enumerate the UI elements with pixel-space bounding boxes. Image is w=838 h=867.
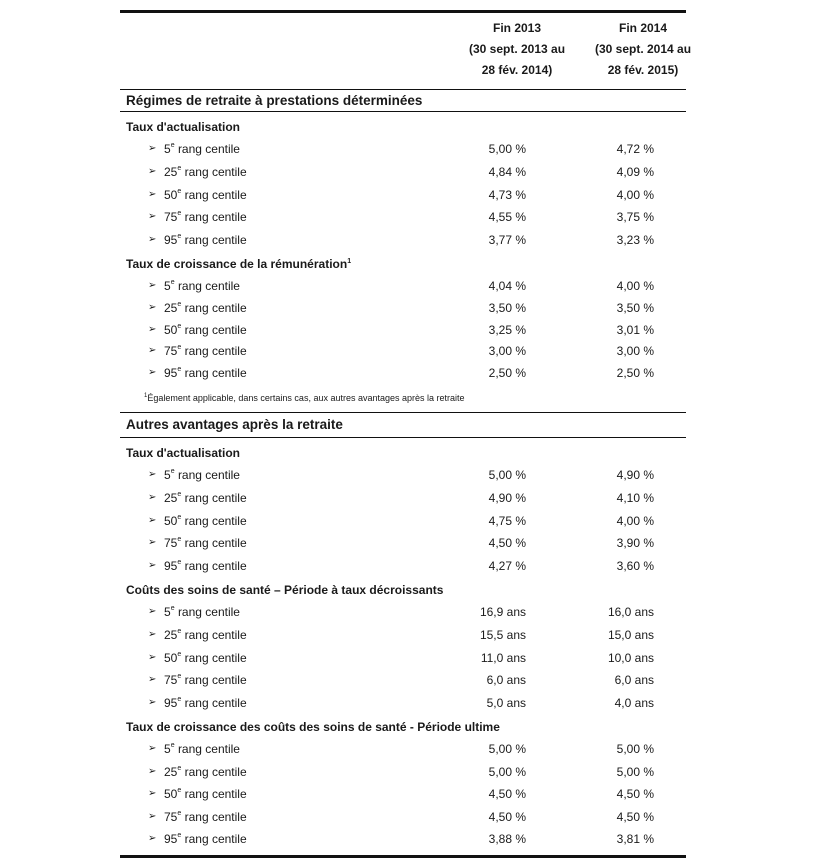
footnote-marker: 1 — [144, 393, 148, 399]
rank-text: rang centile — [177, 142, 240, 156]
table-row — [120, 490, 686, 510]
rank-number: 50 — [164, 513, 178, 528]
rank-suffix: e — [177, 559, 182, 566]
arrow-bullet-icon: ➢ — [148, 165, 157, 177]
row-label — [164, 696, 247, 710]
value-2013: 3,00 % — [488, 344, 526, 359]
value-2013: 3,25 % — [488, 322, 526, 337]
value-2013: 4,90 % — [488, 490, 526, 505]
row-label — [164, 559, 247, 573]
row-label — [164, 536, 247, 550]
section-title: Régimes de retraite à prestations déterminées — [126, 93, 423, 108]
section-rule — [120, 437, 686, 438]
section-rule — [120, 111, 686, 112]
group-title-text: Coûts des soins de santé – Période à taux décroissants — [126, 583, 444, 597]
arrow-bullet-icon: ➢ — [148, 697, 157, 708]
value-2014: 3,23 % — [616, 233, 654, 247]
arrow-bullet-icon: ➢ — [148, 143, 157, 154]
rank-suffix: e — [177, 787, 182, 794]
arrow-bullet-icon: ➢ — [148, 367, 157, 378]
rank-text: rang centile — [184, 673, 247, 688]
group-title-text: Taux de croissance de la rémunération — [126, 257, 348, 271]
row-label — [164, 301, 247, 315]
rank-suffix: e — [177, 210, 182, 218]
group-title-text: Taux d'actualisation — [126, 120, 240, 134]
rank-text: rang centile — [177, 605, 240, 619]
arrow-bullet-icon: ➢ — [148, 514, 157, 526]
row-label — [164, 491, 247, 505]
rank-text: rang centile — [184, 344, 247, 359]
rank-suffix: e — [177, 627, 182, 635]
row-label — [164, 673, 247, 687]
rank-suffix: e — [177, 344, 182, 352]
rank-number: 25 — [164, 490, 178, 505]
arrow-bullet-icon: ➢ — [148, 833, 157, 844]
row-label — [164, 142, 240, 156]
row-label — [164, 628, 247, 642]
row-label — [164, 605, 240, 619]
value-2014: 3,75 % — [616, 210, 654, 225]
rank-number: 5 — [164, 742, 171, 756]
table-row — [120, 741, 686, 761]
table-row — [120, 535, 686, 555]
arrow-bullet-icon: ➢ — [148, 743, 157, 754]
arrow-bullet-icon: ➢ — [148, 234, 157, 245]
bottom-rule — [120, 855, 686, 858]
rank-suffix: e — [177, 696, 182, 703]
rank-text: rang centile — [184, 787, 247, 801]
row-label — [164, 165, 247, 179]
row-label — [164, 810, 247, 824]
value-2013: 5,0 ans — [486, 696, 526, 710]
value-2013: 2,50 % — [488, 366, 526, 380]
arrow-bullet-icon: ➢ — [148, 651, 157, 663]
arrow-bullet-icon: ➢ — [148, 765, 157, 777]
arrow-bullet-icon: ➢ — [148, 469, 157, 480]
rank-suffix: e — [177, 164, 182, 172]
rank-number: 5 — [164, 468, 171, 482]
rank-number: 5 — [164, 605, 171, 619]
rank-number: 25 — [164, 300, 178, 315]
arrow-bullet-icon: ➢ — [148, 628, 157, 640]
value-2014: 3,50 % — [616, 300, 654, 315]
rank-suffix: e — [177, 322, 182, 330]
row-label — [164, 742, 240, 756]
rank-text: rang centile — [184, 210, 247, 225]
row-label — [164, 765, 247, 779]
rank-suffix: e — [177, 536, 182, 544]
value-2014: 3,81 % — [616, 832, 654, 846]
table-row — [120, 365, 686, 385]
section-title: Autres avantages après la retraite — [126, 417, 343, 432]
table-row — [120, 343, 686, 363]
rank-suffix: e — [177, 300, 182, 308]
table-row — [120, 672, 686, 692]
value-2013: 5,00 % — [488, 468, 526, 482]
group-title-text: Taux de croissance des coûts des soins de santé - Période ultime — [126, 720, 500, 734]
value-2014: 4,50 % — [616, 787, 654, 801]
value-2014: 4,00 % — [616, 279, 654, 293]
value-2014: 4,50 % — [616, 809, 654, 824]
row-label — [164, 514, 247, 528]
value-2013: 4,04 % — [488, 279, 526, 293]
table-row — [120, 604, 686, 624]
value-2014: 10,0 ans — [607, 650, 654, 665]
arrow-bullet-icon: ➢ — [148, 560, 157, 571]
rank-suffix: e — [170, 468, 175, 475]
row-label — [164, 468, 240, 482]
value-2014: 5,00 % — [616, 764, 654, 779]
table-row — [120, 695, 686, 715]
value-2013: 5,00 % — [488, 142, 526, 156]
rank-text: rang centile — [184, 490, 247, 505]
value-2013: 6,0 ans — [486, 673, 526, 688]
rank-suffix: e — [177, 366, 182, 373]
group-title — [126, 257, 351, 271]
arrow-bullet-icon: ➢ — [148, 280, 157, 291]
rank-text: rang centile — [184, 366, 247, 380]
arrow-bullet-icon: ➢ — [148, 323, 157, 335]
value-2014: 3,01 % — [616, 322, 654, 337]
table-row — [120, 141, 686, 161]
value-2014: 3,00 % — [616, 344, 654, 359]
rank-text: rang centile — [177, 468, 240, 482]
rank-number: 75 — [164, 673, 178, 688]
section-rule — [120, 412, 686, 413]
header-line: Fin 2013 — [492, 21, 542, 35]
table-row — [120, 209, 686, 229]
group-title — [126, 583, 443, 597]
table-row — [120, 322, 686, 342]
rank-text: rang centile — [184, 513, 247, 528]
value-2014: 16,0 ans — [607, 605, 654, 619]
rank-suffix: e — [177, 832, 182, 839]
header-line: Fin 2014 — [618, 21, 668, 35]
rank-number: 95 — [164, 366, 178, 380]
rank-suffix: e — [170, 279, 175, 286]
value-2013: 4,55 % — [488, 210, 526, 225]
arrow-bullet-icon: ➢ — [148, 674, 157, 686]
rank-suffix: e — [177, 650, 182, 658]
rank-text: rang centile — [184, 627, 247, 642]
value-2014: 4,00 % — [616, 187, 654, 202]
value-2014: 4,90 % — [616, 468, 654, 482]
value-2014: 2,50 % — [616, 366, 654, 380]
rank-number: 25 — [164, 627, 178, 642]
rank-text: rang centile — [184, 559, 247, 573]
value-2013: 15,5 ans — [479, 627, 526, 642]
rank-text: rang centile — [184, 764, 247, 779]
column-header-2014 — [578, 18, 708, 81]
arrow-bullet-icon: ➢ — [148, 788, 157, 799]
row-label — [164, 323, 247, 337]
table-row — [120, 187, 686, 207]
row-label — [164, 344, 247, 358]
table-row — [120, 650, 686, 670]
rank-text: rang centile — [184, 187, 247, 202]
column-header-2013 — [452, 18, 582, 81]
table-row — [120, 232, 686, 252]
table-row — [120, 809, 686, 829]
rank-suffix: e — [177, 513, 182, 521]
header-line: (30 sept. 2014 au — [594, 42, 692, 56]
rank-text: rang centile — [184, 164, 247, 179]
value-2013: 4,50 % — [488, 536, 526, 551]
rank-suffix: e — [177, 809, 182, 817]
rank-text: rang centile — [184, 536, 247, 551]
rank-suffix: e — [177, 673, 182, 681]
arrow-bullet-icon: ➢ — [148, 301, 157, 313]
value-2013: 4,84 % — [488, 164, 526, 179]
group-title — [126, 720, 500, 734]
rank-suffix: e — [170, 142, 175, 149]
value-2013: 11,0 ans — [480, 650, 526, 665]
header-rule — [120, 89, 686, 90]
group-title — [126, 446, 240, 460]
arrow-bullet-icon: ➢ — [148, 211, 157, 223]
rank-suffix: e — [177, 187, 182, 195]
value-2014: 4,72 % — [616, 142, 654, 156]
rank-number: 50 — [164, 650, 178, 665]
table-row — [120, 831, 686, 851]
row-label — [164, 787, 247, 801]
footnote-text: Également applicable, dans certains cas, aux autres avantages après la retraite — [147, 393, 465, 403]
rank-text: rang centile — [184, 650, 247, 665]
rank-text: rang centile — [184, 322, 247, 337]
rank-number: 75 — [164, 809, 178, 824]
value-2014: 3,60 % — [616, 559, 654, 573]
rank-number: 95 — [164, 832, 178, 846]
rank-number: 50 — [164, 322, 178, 337]
table-row — [120, 278, 686, 298]
rank-number: 95 — [164, 696, 178, 710]
value-2014: 15,0 ans — [607, 627, 654, 642]
rank-number: 95 — [164, 233, 178, 247]
rank-text: rang centile — [184, 233, 247, 247]
value-2014: 4,0 ans — [614, 696, 654, 710]
rank-number: 75 — [164, 210, 178, 225]
row-label — [164, 366, 247, 380]
footnote-marker: 1 — [347, 258, 352, 265]
row-label — [164, 279, 240, 293]
rank-number: 5 — [164, 142, 171, 156]
arrow-bullet-icon: ➢ — [148, 188, 157, 200]
row-label — [164, 188, 247, 202]
footnote — [144, 393, 465, 403]
rank-text: rang centile — [184, 300, 247, 315]
value-2013: 4,50 % — [488, 787, 526, 801]
table-row — [120, 164, 686, 184]
value-2013: 4,75 % — [488, 513, 526, 528]
table-row — [120, 764, 686, 784]
rank-number: 5 — [164, 279, 171, 293]
group-title-text: Taux d'actualisation — [126, 446, 240, 460]
value-2014: 4,10 % — [616, 490, 654, 505]
value-2014: 4,09 % — [616, 164, 654, 179]
group-title — [126, 120, 240, 134]
value-2014: 5,00 % — [616, 742, 654, 756]
arrow-bullet-icon: ➢ — [148, 491, 157, 503]
value-2014: 3,90 % — [616, 536, 654, 551]
value-2013: 5,00 % — [488, 742, 526, 756]
table-row — [120, 300, 686, 320]
value-2013: 4,73 % — [488, 187, 526, 202]
row-label — [164, 210, 247, 224]
rank-number: 50 — [164, 187, 178, 202]
rank-text: rang centile — [184, 696, 247, 710]
rank-number: 95 — [164, 559, 178, 573]
rank-number: 75 — [164, 536, 178, 551]
table-row — [120, 786, 686, 806]
header-line: 28 fév. 2014) — [481, 63, 553, 77]
value-2014: 4,00 % — [616, 513, 654, 528]
value-2013: 3,88 % — [488, 832, 526, 846]
row-label — [164, 832, 247, 846]
row-label — [164, 233, 247, 247]
rank-number: 50 — [164, 787, 178, 801]
rank-text: rang centile — [177, 279, 240, 293]
header-line: (30 sept. 2013 au — [468, 42, 566, 56]
header-line: 28 fév. 2015) — [607, 63, 679, 77]
arrow-bullet-icon: ➢ — [148, 606, 157, 617]
value-2013: 4,50 % — [488, 809, 526, 824]
value-2014: 6,0 ans — [614, 673, 654, 688]
assumptions-table — [120, 0, 692, 867]
row-label — [164, 651, 247, 665]
rank-suffix: e — [170, 605, 175, 612]
value-2013: 3,77 % — [488, 233, 526, 247]
rank-number: 25 — [164, 764, 178, 779]
arrow-bullet-icon: ➢ — [148, 537, 157, 549]
rank-number: 25 — [164, 164, 178, 179]
rank-suffix: e — [177, 764, 182, 772]
arrow-bullet-icon: ➢ — [148, 810, 157, 822]
table-row — [120, 558, 686, 578]
table-row — [120, 627, 686, 647]
rank-text: rang centile — [177, 742, 240, 756]
rank-suffix: e — [177, 233, 182, 240]
top-rule — [120, 10, 686, 13]
rank-suffix: e — [177, 490, 182, 498]
rank-text: rang centile — [184, 809, 247, 824]
rank-number: 75 — [164, 344, 178, 359]
table-row — [120, 513, 686, 533]
value-2013: 4,27 % — [488, 559, 526, 573]
value-2013: 16,9 ans — [479, 605, 526, 619]
table-row — [120, 467, 686, 487]
value-2013: 5,00 % — [488, 764, 526, 779]
rank-text: rang centile — [184, 832, 247, 846]
value-2013: 3,50 % — [488, 300, 526, 315]
arrow-bullet-icon: ➢ — [148, 345, 157, 357]
rank-suffix: e — [170, 742, 175, 749]
